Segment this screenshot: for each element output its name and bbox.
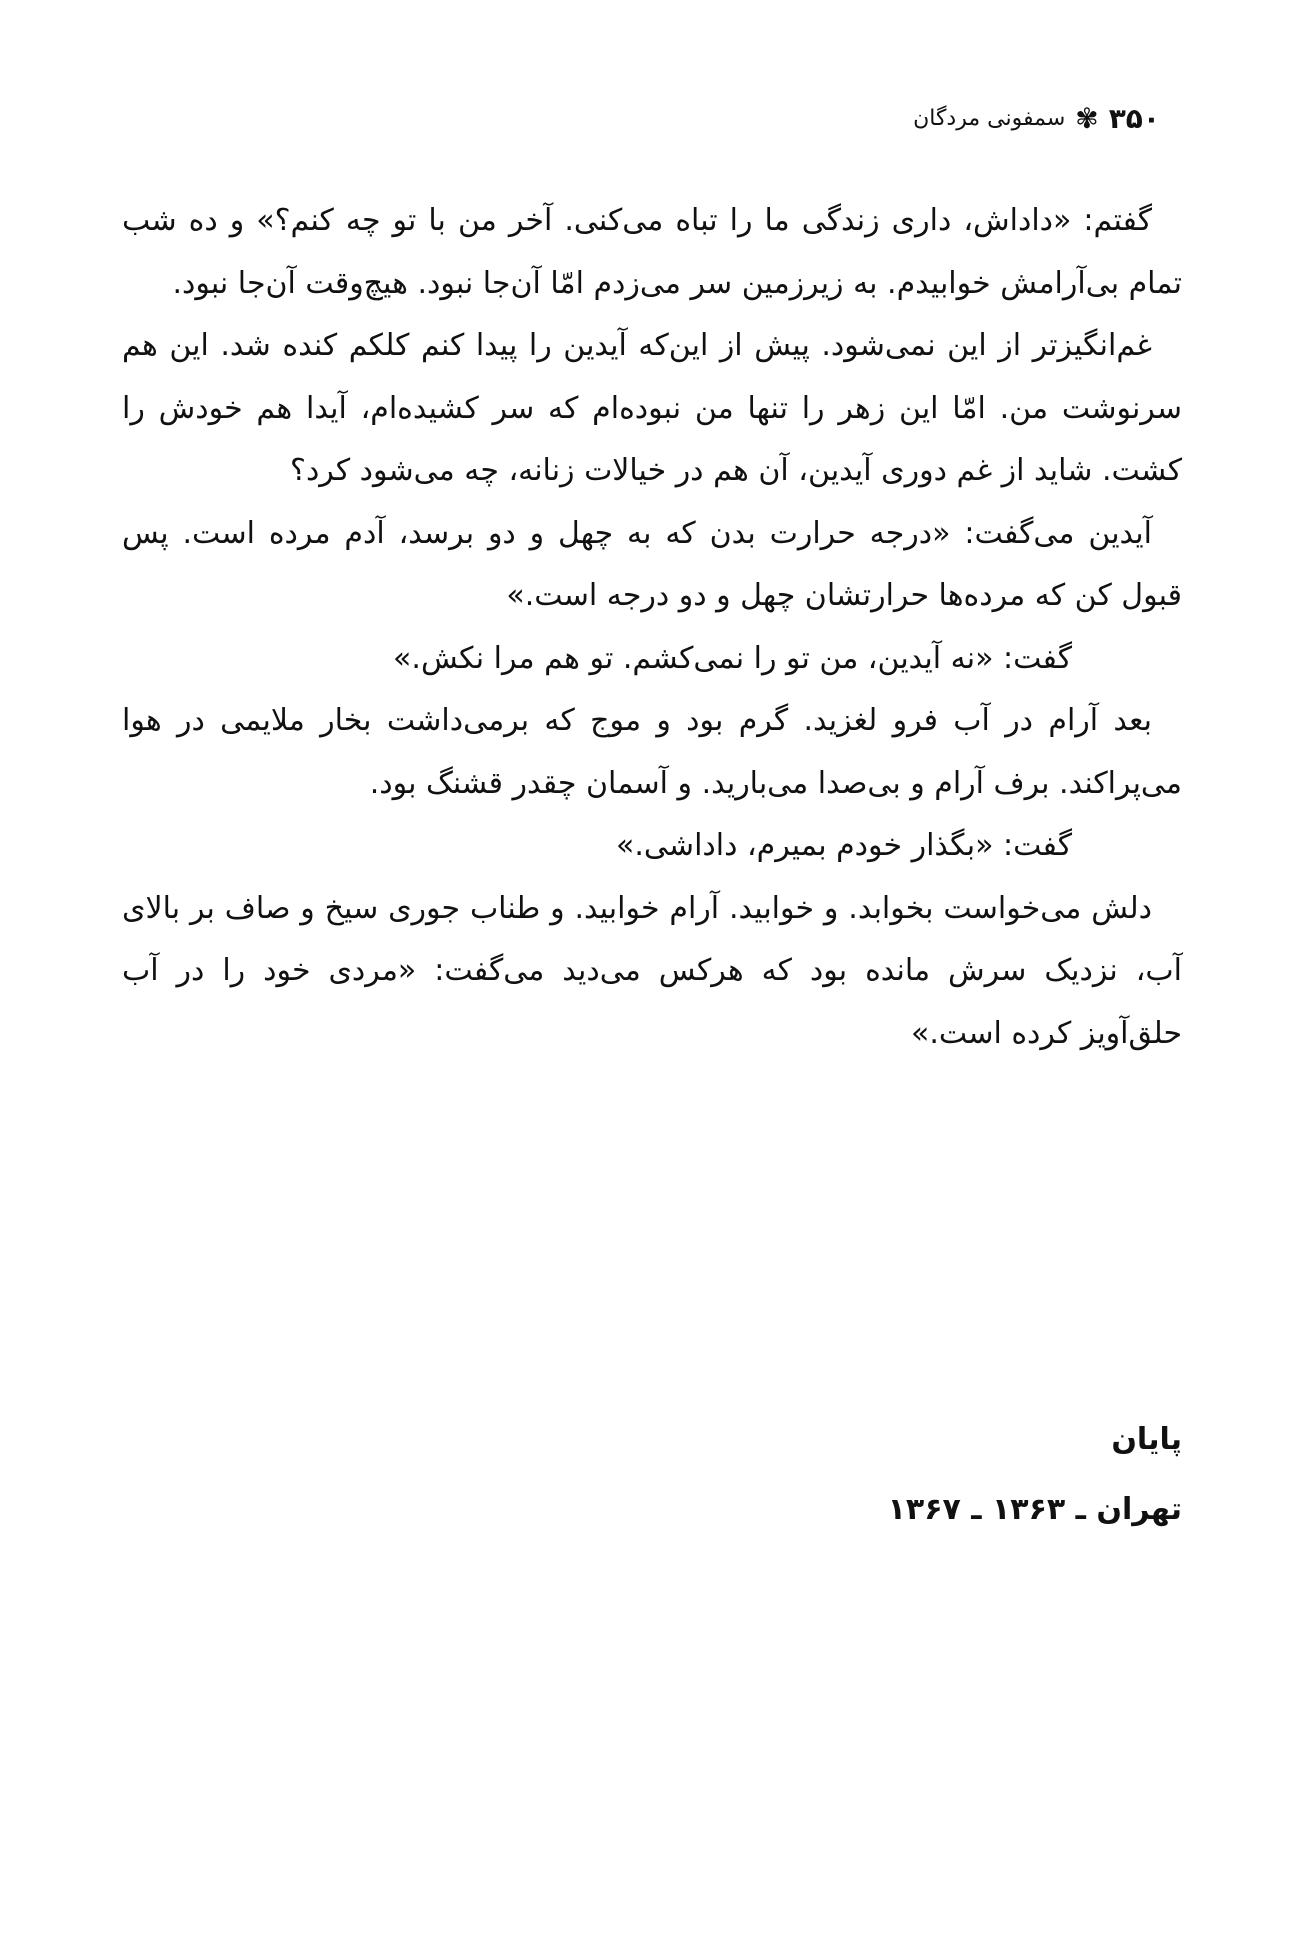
- paragraph-3: آیدین می‌گفت: «درجه حرارت بدن که به چهل و دو برسد، آدم مرده است. پس قبول کن که مرده‌ها حرارتشان چهل و دو درجه است.»: [122, 515, 1182, 613]
- paragraph-4: گفت: «نه آیدین، من تو را نمی‌کشم. تو هم مرا نکش.»: [393, 640, 1072, 676]
- book-ending: [888, 1405, 1182, 1545]
- paragraph-7: دلش می‌خواست بخوابد. و خوابید. آرام خوابید. و طناب جوری سیخ و صاف بر بالای آب، نزدیک سرش مانده بود که هرکس می‌دید می‌گفت: «مردی خود را در آب حلق‌آویز کرده است.»: [122, 890, 1182, 1051]
- end-word: پایان: [1111, 1422, 1182, 1457]
- paragraph-1: گفتم: «داداش، داری زندگی ما را تباه می‌کنی. آخر من با تو چه کنم؟» و ده شب تمام بی‌آرامش خوابیدم. به زیرزمین سر می‌زدم امّا آن‌جا نبود. هیچ‌وقت آن‌جا نبود.: [122, 203, 1182, 301]
- paragraph-2: غم‌انگیزتر از این نمی‌شود. پیش از این‌که آیدین را پیدا کنم کلکم کنده شد. این هم سرنوشت من. امّا این زهر را تنها من نبوده‌ام که سر کشیده‌ام، آیدا هم خودش را کشت. شاید از غم دوری آیدین، آن هم در خیالات زنانه، چه می‌شود کرد؟: [122, 328, 1182, 488]
- paragraph-5: بعد آرام در آب فرو لغزید. گرم بود و موج که برمی‌داشت بخار ملایمی در هوا می‌پراکند. برف آرام و بی‌صدا می‌بارید. و آسمان چقدر قشنگ بود.: [122, 703, 1182, 801]
- page-header: [913, 104, 1160, 134]
- chapter-text: [122, 190, 1182, 1065]
- ornament-icon: ✾: [1075, 102, 1099, 135]
- page-number: ۳۵۰: [1108, 102, 1160, 135]
- paragraph-6: گفت: «بگذار خودم بمیرم، داداشی.»: [616, 828, 1072, 863]
- place-dates: تهران ـ ۱۳۶۳ ـ ۱۳۶۷: [887, 1492, 1182, 1527]
- running-title: سمفونی مردگان: [913, 106, 1066, 131]
